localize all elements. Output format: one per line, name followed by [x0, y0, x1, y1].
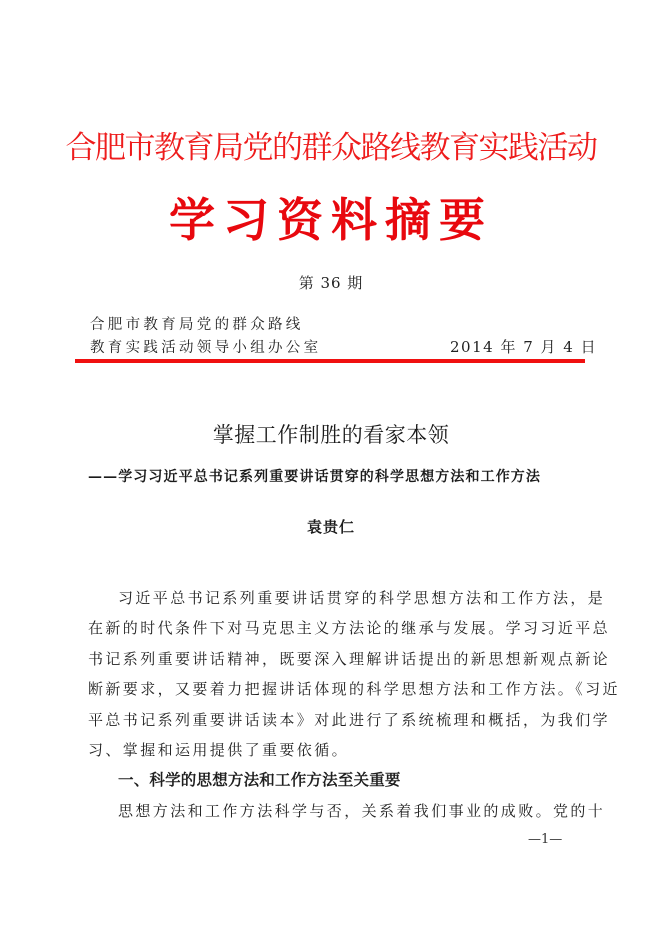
- page-number: —1—: [528, 832, 563, 847]
- red-divider-rule: [75, 359, 585, 363]
- body-line: 平总书记系列重要讲话读本》对此进行了系统梳理和概括，为我们学: [88, 710, 611, 729]
- article-subtitle: ——学习习近平总书记系列重要讲话贯穿的科学思想方法和工作方法: [88, 469, 541, 485]
- article-title: 掌握工作制胜的看家本领: [212, 423, 450, 447]
- body-line: 习、掌握和运用提供了重要依循。: [88, 740, 350, 759]
- publication-title: 学习资料摘要: [169, 193, 493, 247]
- article-author: 袁贵仁: [306, 518, 355, 536]
- publisher-line-1: 合肥市教育局党的群众路线: [90, 317, 304, 333]
- body-line: 思想方法和工作方法科学与否，关系着我们事业的成败。党的十: [118, 801, 606, 820]
- body-line: 习近平总书记系列重要讲话贯穿的科学思想方法和工作方法，是: [118, 589, 606, 607]
- section-heading: 一、科学的思想方法和工作方法至关重要: [118, 771, 401, 790]
- org-header-title: 合肥市教育局党的群众路线教育实践活动: [65, 130, 597, 166]
- body-line: 断新要求，又要着力把握讲话体现的科学思想方法和工作方法。《习近: [88, 680, 620, 699]
- body-line: 在新的时代条件下对马克思主义方法论的继承与发展。学习习近平总: [88, 619, 611, 638]
- body-line: 书记系列重要讲话精神，既要深入理解讲话提出的新思想新观点新论: [88, 649, 611, 668]
- article-body: [88, 583, 620, 826]
- issue-number: 第 36 期: [298, 274, 364, 292]
- publisher-line-2: 教育实践活动领导小组办公室: [90, 340, 322, 356]
- publication-date: 2014 年 7 月 4 日: [450, 338, 598, 356]
